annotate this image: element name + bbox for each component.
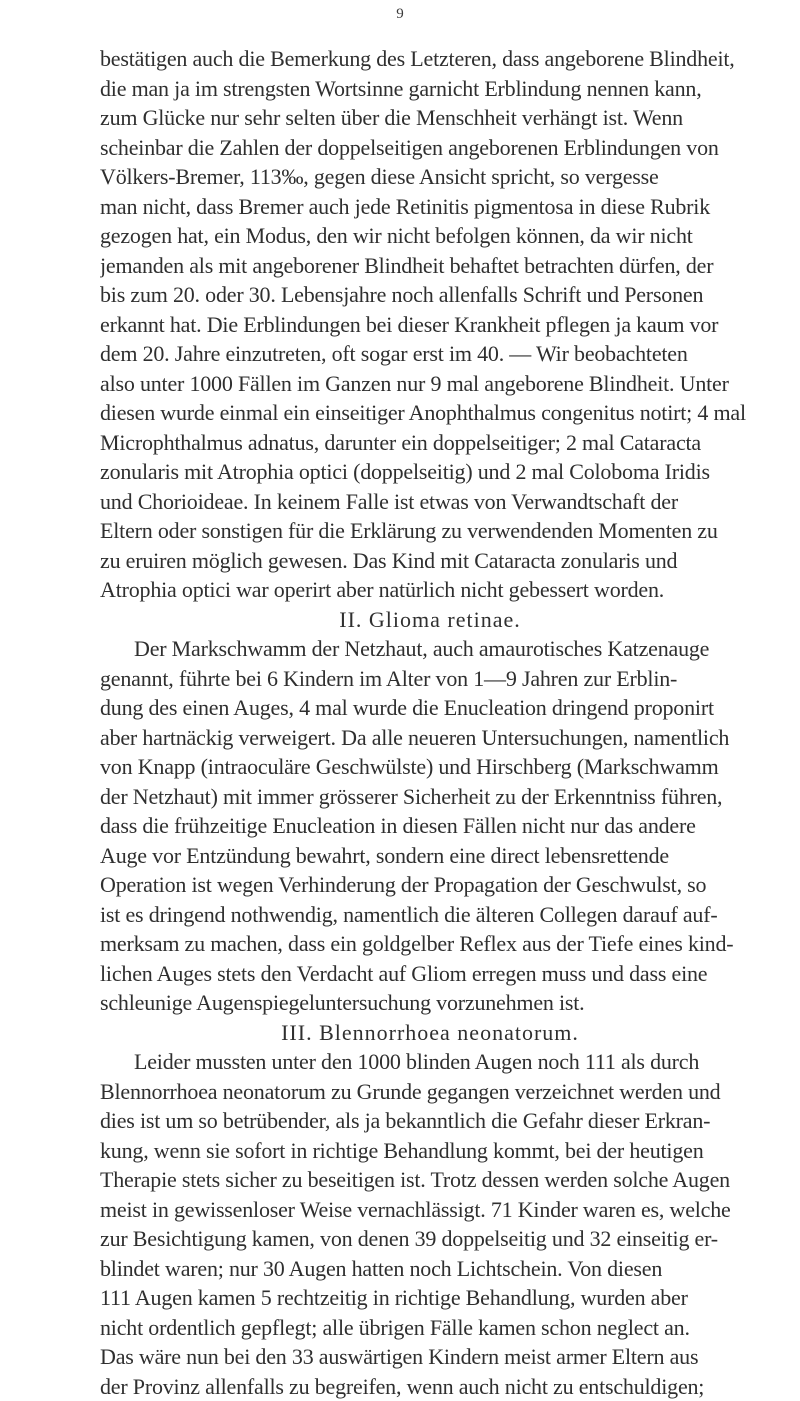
text-line: dung des einen Auges, 4 mal wurde die Enucleation dringend proponirt [100, 693, 800, 723]
text-line: jemanden als mit angeborener Blindheit behaftet betrachten dürfen, der [100, 251, 800, 281]
text-line: zu eruiren möglich gewesen. Das Kind mit Cataracta zonularis und [100, 546, 800, 576]
text-line: erkannt hat. Die Erblindungen bei dieser Krankheit pflegen ja kaum vor [100, 310, 800, 340]
text-line: blindet waren; nur 30 Augen hatten noch Lichtschein. Von diesen [100, 1254, 800, 1284]
text-line: 111 Augen kamen 5 rechtzeitig in richtige Behandlung, wurden aber [100, 1283, 800, 1313]
page-number: 9 [0, 6, 800, 23]
text-line: Microphthalmus adnatus, darunter ein doppelseitiger; 2 mal Cataracta [100, 428, 800, 458]
text-line: nicht ordentlich gepflegt; alle übrigen Fälle kamen schon neglect an. [100, 1313, 800, 1343]
text-line: merksam zu machen, dass ein goldgelber Reflex aus der Tiefe eines kind- [100, 929, 800, 959]
text-line: gezogen hat, ein Modus, den wir nicht befolgen können, da wir nicht [100, 221, 800, 251]
text-line: dem 20. Jahre einzutreten, oft sogar erst im 40. — Wir beobachteten [100, 339, 800, 369]
text-line: Atrophia optici war operirt aber natürlich nicht gebessert worden. [100, 575, 800, 605]
text-line: schleunige Augenspiegeluntersuchung vorzunehmen ist. [100, 988, 800, 1018]
text-line: zur Besichtigung kamen, von denen 39 doppelseitig und 32 einseitig er- [100, 1224, 800, 1254]
text-line: dies ist um so betrübender, als ja bekanntlich die Gefahr dieser Erkran- [100, 1106, 800, 1136]
text-line: von Knapp (intraoculäre Geschwülste) und Hirschberg (Markschwamm [100, 752, 800, 782]
text-line: ist es dringend nothwendig, namentlich die älteren Collegen darauf auf- [100, 900, 800, 930]
text-line: meist in gewissenloser Weise vernachlässigt. 71 Kinder waren es, welche [100, 1195, 800, 1225]
paragraph-first-line: Der Markschwamm der Netzhaut, auch amaurotisches Katzenauge [100, 634, 800, 664]
text-line: Auge vor Entzündung bewahrt, sondern eine direct lebensrettende [100, 841, 800, 871]
text-line: diesen wurde einmal ein einseitiger Anophthalmus congenitus notirt; 4 mal [100, 398, 800, 428]
text-line: bestätigen auch die Bemerkung des Letzteren, dass angeborene Blindheit, [100, 44, 800, 74]
text-line: aber hartnäckig verweigert. Da alle neueren Untersuchungen, namentlich [100, 723, 800, 753]
text-line: zum Glücke nur sehr selten über die Menschheit verhängt ist. Wenn [100, 103, 800, 133]
text-line: Therapie stets sicher zu beseitigen ist. Trotz dessen werden solche Augen [100, 1165, 800, 1195]
text-line: also unter 1000 Fällen im Ganzen nur 9 mal angeborene Blindheit. Unter [100, 369, 800, 399]
section-heading: III. Blennorrhoea neonatorum. [100, 1018, 800, 1048]
text-line: und Chorioideae. In keinem Falle ist etwas von Verwandtschaft der [100, 487, 800, 517]
section-heading: II. Glioma retinae. [100, 605, 800, 635]
text-line: der Netzhaut) mit immer grösserer Sicherheit zu der Erkenntniss führen, [100, 782, 800, 812]
paragraph-first-line: Leider mussten unter den 1000 blinden Augen noch 111 als durch [100, 1047, 800, 1077]
text-line: die man ja im strengsten Wortsinne garnicht Erblindung nennen kann, [100, 74, 800, 104]
text-line: man nicht, dass Bremer auch jede Retinitis pigmentosa in diese Rubrik [100, 192, 800, 222]
text-line: kung, wenn sie sofort in richtige Behandlung kommt, bei der heutigen [100, 1136, 800, 1166]
text-line: Völkers-Bremer, 113‰, gegen diese Ansicht spricht, so vergesse [100, 162, 800, 192]
body-text [100, 44, 800, 1401]
text-line: Das wäre nun bei den 33 auswärtigen Kindern meist armer Eltern aus [100, 1342, 800, 1372]
text-line: Operation ist wegen Verhinderung der Propagation der Geschwulst, so [100, 870, 800, 900]
text-line: dass die frühzeitige Enucleation in diesen Fällen nicht nur das andere [100, 811, 800, 841]
text-line: bis zum 20. oder 30. Lebensjahre noch allenfalls Schrift und Personen [100, 280, 800, 310]
text-line: scheinbar die Zahlen der doppelseitigen angeborenen Erblindungen von [100, 133, 800, 163]
text-line: genannt, führte bei 6 Kindern im Alter von 1—9 Jahren zur Erblin- [100, 664, 800, 694]
text-line: Eltern oder sonstigen für die Erklärung zu verwendenden Momenten zu [100, 516, 800, 546]
text-line: zonularis mit Atrophia optici (doppelseitig) und 2 mal Coloboma Iridis [100, 457, 800, 487]
text-line: lichen Auges stets den Verdacht auf Gliom erregen muss und dass eine [100, 959, 800, 989]
text-line: der Provinz allenfalls zu begreifen, wenn auch nicht zu entschuldigen; [100, 1372, 800, 1401]
text-line: Blennorrhoea neonatorum zu Grunde gegangen verzeichnet werden und [100, 1077, 800, 1107]
